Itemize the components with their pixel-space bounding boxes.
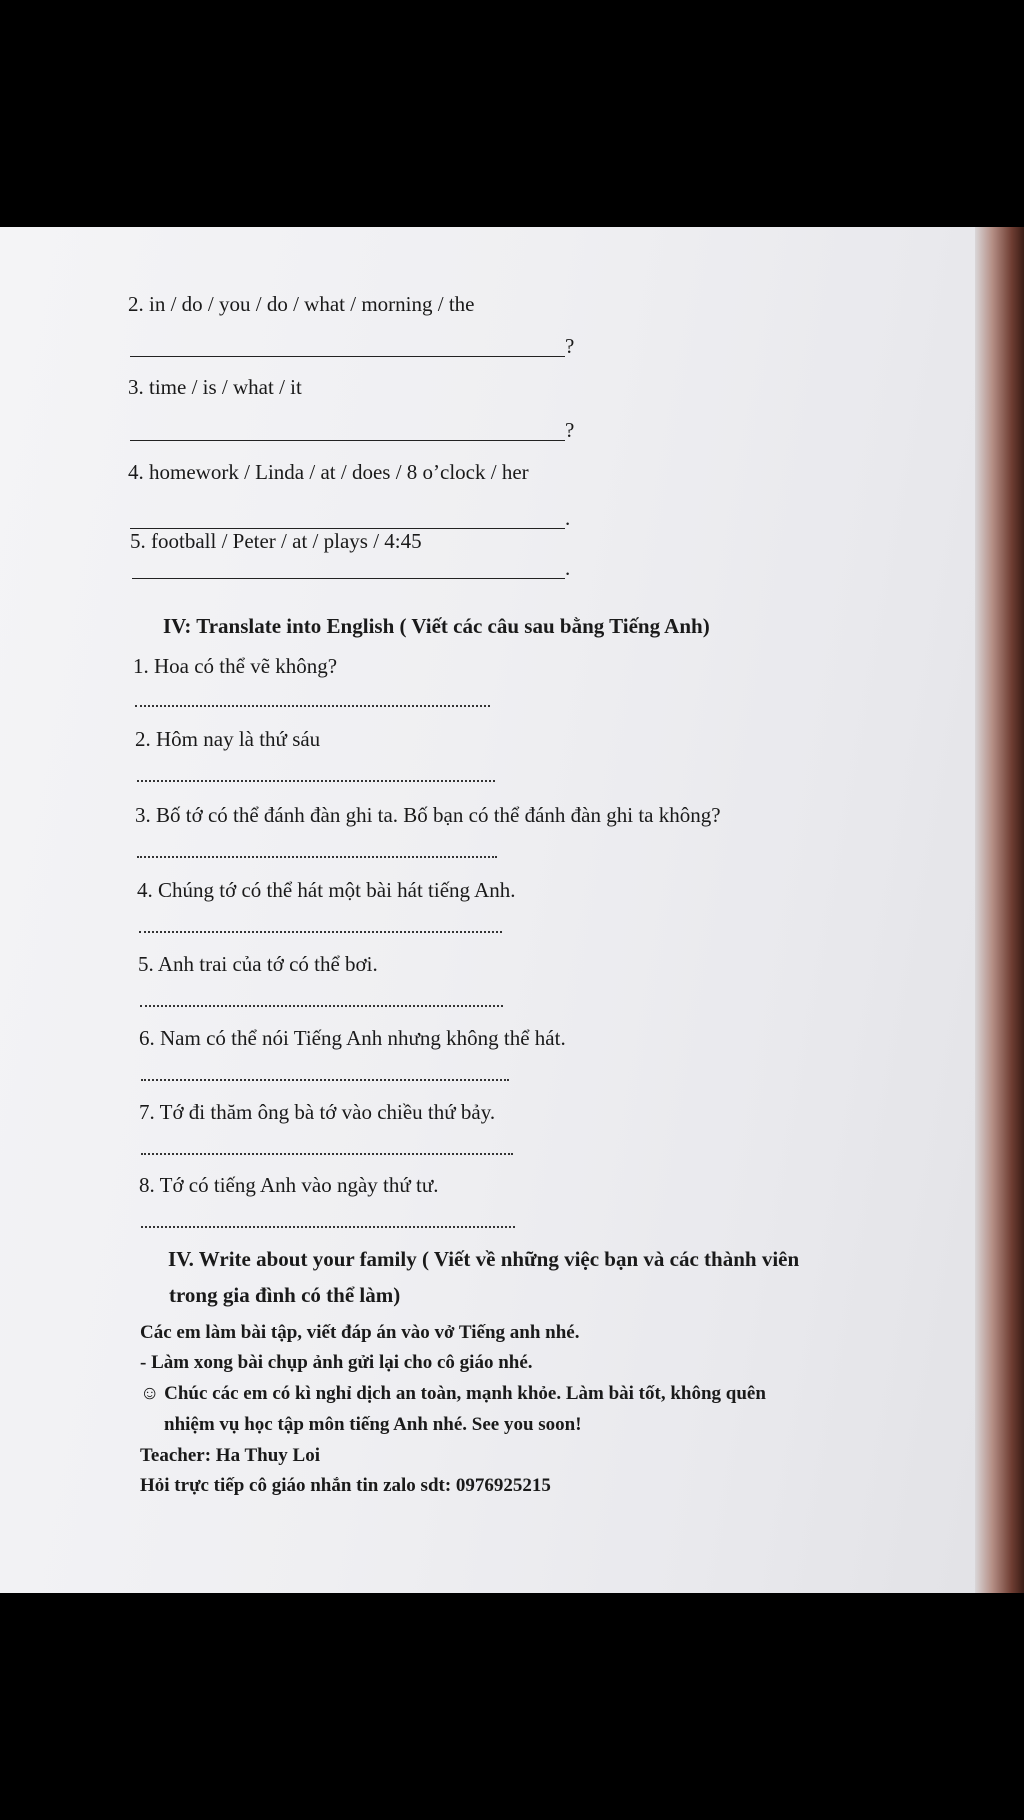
note-line: - Làm xong bài chụp ảnh gửi lại cho cô giáo nhé. (140, 1352, 533, 1373)
exercise-item: 2. in / do / you / do / what / morning / the (128, 292, 475, 316)
paper-edge-background (975, 227, 1024, 1593)
contact-line: Hỏi trực tiếp cô giáo nhắn tin zalo sdt: 0976925215 (140, 1475, 551, 1496)
answer-dotted-line (141, 1079, 509, 1081)
exercise-item: 3. time / is / what / it (128, 375, 302, 399)
answer-dotted-line (140, 1005, 503, 1007)
exercise-item: 4. Chúng tớ có thể hát một bài hát tiếng Anh. (137, 878, 516, 902)
answer-dotted-line (139, 931, 502, 933)
note-line: Các em làm bài tập, viết đáp án vào vở Tiếng anh nhé. (140, 1322, 580, 1343)
answer-line (130, 356, 565, 357)
answer-dotted-line (137, 780, 495, 782)
answer-dotted-line (137, 856, 497, 858)
section-title: IV. Write about your family ( Viết về những việc bạn và các thành viên (168, 1247, 800, 1271)
exercise-item: 5. football / Peter / at / plays / 4:45 (130, 529, 422, 553)
exercise-item: 1. Hoa có thể vẽ không? (133, 654, 338, 678)
exercise-item: 2. Hôm nay là thứ sáu (135, 727, 321, 751)
section-title: IV: Translate into English ( Viết các câu sau bằng Tiếng Anh) (163, 614, 710, 638)
exercise-item: 8. Tớ có tiếng Anh vào ngày thứ tư. (139, 1173, 439, 1197)
exercise-item: 7. Tớ đi thăm ông bà tớ vào chiều thứ bảy. (139, 1100, 496, 1124)
answer-mark: ? (565, 334, 575, 358)
note-line: ☺ Chúc các em có kì nghỉ dịch an toàn, mạnh khỏe. Làm bài tốt, không quên (140, 1383, 766, 1404)
exercise-item: 6. Nam có thể nói Tiếng Anh nhưng không thể hát. (139, 1026, 566, 1050)
answer-dotted-line (135, 705, 490, 707)
note-line: nhiệm vụ học tập môn tiếng Anh nhé. See you soon! (164, 1414, 582, 1435)
answer-mark: . (565, 556, 571, 580)
exercise-item: 5. Anh trai của tớ có thể bơi. (138, 952, 378, 976)
teacher-name: Teacher: Ha Thuy Loi (140, 1445, 320, 1466)
answer-line (132, 578, 565, 579)
exercise-item: 4. homework / Linda / at / does / 8 o’clock / her (128, 460, 529, 484)
answer-dotted-line (141, 1226, 515, 1228)
answer-mark: ? (565, 418, 575, 442)
section-title-continued: trong gia đình có thể làm) (169, 1283, 401, 1307)
answer-line (130, 440, 565, 441)
answer-dotted-line (141, 1153, 513, 1155)
answer-mark: . (565, 506, 571, 530)
exercise-item: 3. Bố tớ có thể đánh đàn ghi ta. Bố bạn có thể đánh đàn ghi ta không? (135, 803, 721, 827)
